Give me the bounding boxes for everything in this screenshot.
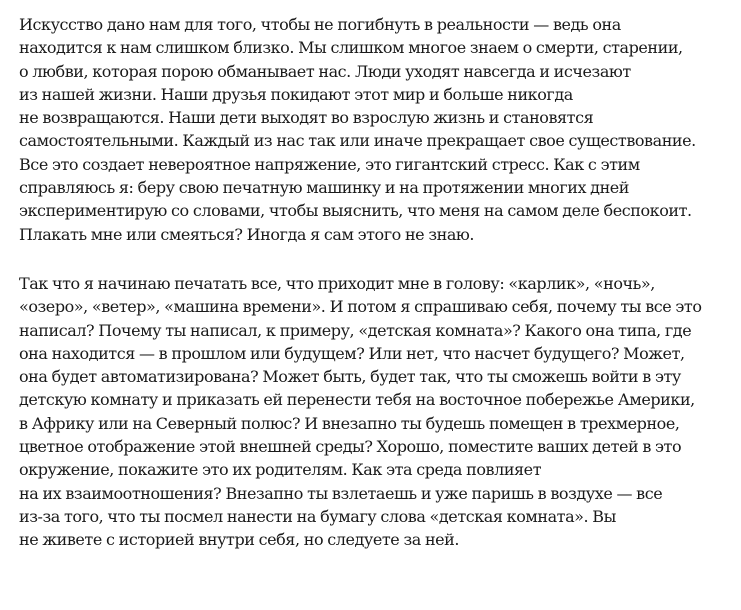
text-line: о любви, которая порою обманывает нас. Люди уходят навсегда и исчезают [19, 61, 631, 81]
text-line: Так что я начинаю печатать все, что приходит мне в голову: «карлик», «ночь», [19, 273, 655, 293]
text-line: она находится — в прошлом или будущем? Или нет, что насчет будущего? Может, [19, 343, 685, 363]
text-line: в Африку или на Северный полюс? И внезапно ты будешь помещен в трехмерное, [19, 413, 680, 433]
text-line: экспериментирую со словами, чтобы выяснить, что меня на самом деле беспокоит. [19, 201, 692, 221]
text-line: «озеро», «ветер», «машина времени». И потом я спрашиваю себя, почему ты все это [19, 297, 702, 317]
text-line: самостоятельными. Каждый из нас так или иначе прекращает свое существование. [19, 131, 696, 151]
text-line: окружение, покажите это их родителям. Как эта среда повлияет [19, 460, 542, 480]
paragraph-1 [19, 13, 734, 246]
text-line: Искусство дано нам для того, чтобы не погибнуть в реальности — ведь она [19, 15, 621, 34]
text-line: находится к нам слишком близко. Мы слишком многое знаем о смерти, старении, [19, 38, 683, 58]
text-line: справляюсь я: беру свою печатную машинку и на протяжении многих дней [19, 178, 630, 198]
text-line: из-за того, что ты посмел нанести на бумагу слова «детская комната». Вы [19, 506, 616, 526]
text-line: не возвращаются. Наши дети выходят во взрослую жизнь и становятся [19, 108, 594, 128]
text-line: написал? Почему ты написал, к примеру, «детская комната»? Какого она типа, где [19, 320, 692, 340]
paragraph-2 [19, 272, 734, 552]
text-line: из нашей жизни. Наши друзья покидают этот мир и больше никогда [19, 84, 573, 104]
text-line: Все это создает невероятное напряжение, это гигантский стресс. Как с этим [19, 154, 640, 174]
text-line: цветное отображение этой внешней среды? Хорошо, поместите ваших детей в это [19, 437, 682, 457]
text-line: детскую комнату и приказать ей перенести тебя на восточное побережье Америки, [19, 390, 695, 410]
text-line: на их взаимоотношения? Внезапно ты взлетаешь и уже паришь в воздухе — все [19, 483, 663, 503]
document-body [19, 13, 734, 552]
text-line: не живете с историей внутри себя, но следуете за ней. [19, 530, 460, 550]
text-line: она будет автоматизирована? Может быть, будет так, что ты сможешь войти в эту [19, 367, 681, 387]
text-line: Плакать мне или смеяться? Иногда я сам этого не знаю. [19, 224, 475, 244]
